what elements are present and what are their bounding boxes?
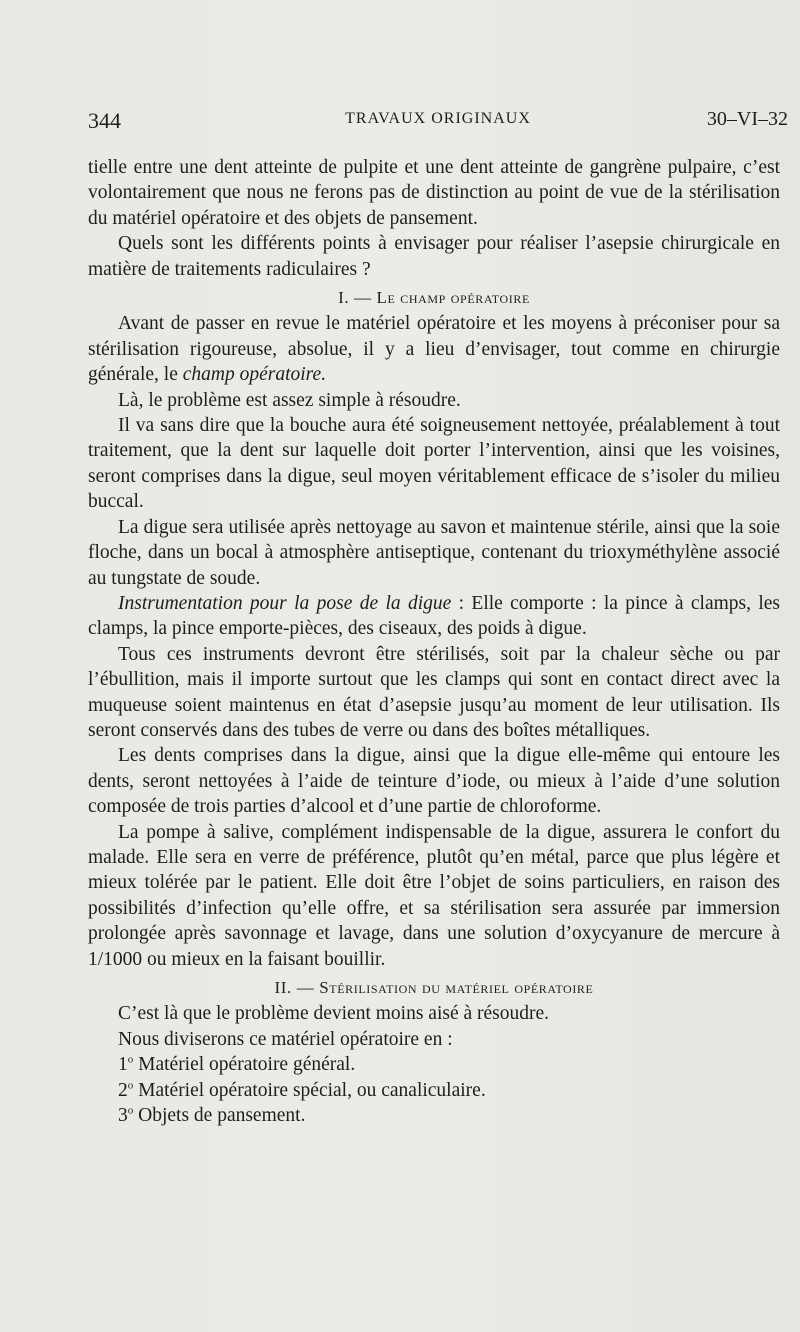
list-item — [88, 1078, 780, 1103]
section-heading-1 — [88, 285, 780, 310]
paragraph-7-text: : Elle comporte : la pince à clamps, les clamps, la pince emporte-pièces, des ciseaux, des poids à digue. — [88, 592, 780, 640]
paragraph-4: Là, le problème est assez simple à résoudre. — [118, 389, 461, 411]
section-2-number: II. — [274, 978, 292, 997]
paragraph-7 — [88, 591, 780, 642]
paragraph-5: Il va sans dire que la bouche aura été soigneusement nettoyée, préalablement à tout traitement, que la dent sur laquelle doit porter l’intervention, ainsi que les voisines, seront comprises dans la digue, seul moyen véritablement efficace de s’isoler du milieu buccal. — [88, 415, 780, 513]
paragraph-3 — [88, 311, 780, 387]
section-1-title: Le champ opératoire — [376, 288, 530, 308]
running-title: TRAVAUX ORIGINAUX — [345, 110, 531, 127]
list-number — [118, 1054, 133, 1075]
paragraph-1: tielle entre une dent atteinte de pulpite et une dent atteinte de gangrène pulpaire, c’est volontairement que nous ne ferons pas de distinction au point de vue de la stérilisation du matériel opératoire et des objets de pansement. — [88, 157, 780, 229]
paragraph-9: Les dents comprises dans la digue, ainsi que la digue elle-même qui entoure les dents, seront nettoyées à l’aide de teinture d’iode, ou mieux à l’aide d’une solution composée de trois parties d’alcool et d’une partie de chloroforme. — [88, 745, 780, 818]
list-number-ordinal: o — [127, 1079, 134, 1092]
paragraph-2: Quels sont les différents points à envisager pour réaliser l’asepsie chirurgicale en matière de traitements radiculaires ? — [88, 233, 780, 280]
list-item — [88, 1103, 780, 1128]
list-number-ordinal: o — [127, 1104, 134, 1117]
list-item — [88, 1052, 780, 1077]
header-date: 30–VI–32 — [706, 108, 788, 130]
list-item-text: Matériel opératoire spécial, ou canaliculaire. — [133, 1079, 486, 1101]
paragraph-8: Tous ces instruments devront être stérilisés, soit par la chaleur sèche ou par l’ébullition, mais il importe surtout que les clamps qui sont en contact direct avec la muqueuse soient maintenus en état d’asepsie jusqu’au moment de leur utilisation. Ils seront conservés dans des tubes de verre ou dans des boîtes métalliques. — [88, 643, 780, 741]
section-2-dash: — — [291, 978, 320, 997]
list-item-text: Matériel opératoire général. — [133, 1054, 356, 1076]
list-number-digit: 1 — [118, 1054, 128, 1076]
page-number: 344 — [88, 108, 121, 133]
paragraph-3-text: Avant de passer en revue le matériel opératoire et les moyens à préconiser pour sa stérilisation rigoureuse, absolue, il y a lieu d’envisager, tout comme en chirurgie générale, le — [88, 313, 780, 386]
section-2-title: Stérilisation du matériel opératoire — [319, 978, 594, 997]
section-heading-2 — [88, 975, 780, 1000]
list-number-ordinal: o — [127, 1053, 134, 1066]
list-item-text: Objets de pansement. — [133, 1105, 306, 1127]
body-text — [88, 155, 780, 1128]
list-number — [118, 1105, 133, 1126]
paragraph-3-emphasis: champ opératoire. — [182, 364, 327, 386]
list-number-digit: 3 — [118, 1105, 128, 1127]
list-number-digit: 2 — [118, 1079, 128, 1101]
page-header — [88, 108, 788, 138]
paragraph-11: C’est là que le problème devient moins aisé à résoudre. — [118, 1003, 550, 1025]
list-number — [118, 1080, 133, 1101]
paragraph-6: La digue sera utilisée après nettoyage au savon et maintenue stérile, ainsi que la soie floche, dans un bocal à atmosphère antiseptique, contenant du trioxyméthylène associé au tungstate de soude. — [88, 516, 780, 589]
paragraph-12: Nous diviserons ce matériel opératoire en : — [118, 1028, 453, 1050]
paragraph-7-emphasis: Instrumentation pour la pose de la digue — [118, 592, 452, 614]
section-1-number: I. — [338, 288, 350, 308]
section-1-dash: — — [349, 288, 377, 308]
paragraph-10: La pompe à salive, complément indispensable de la digue, assurera le confort du malade. Elle sera en verre de préférence, plutôt qu’en métal, parce que plus légère et mieux tolérée par le patient. Elle doit être l’objet de soins particuliers, en raison des possibilités d’infection qu’elle offre, et sa stérilisation sera assurée par immersion prolongée après savonnage et lavage, dans une solution d’oxycyanure de mercure à 1/1000 ou mieux en la faisant bouillir. — [88, 821, 780, 970]
